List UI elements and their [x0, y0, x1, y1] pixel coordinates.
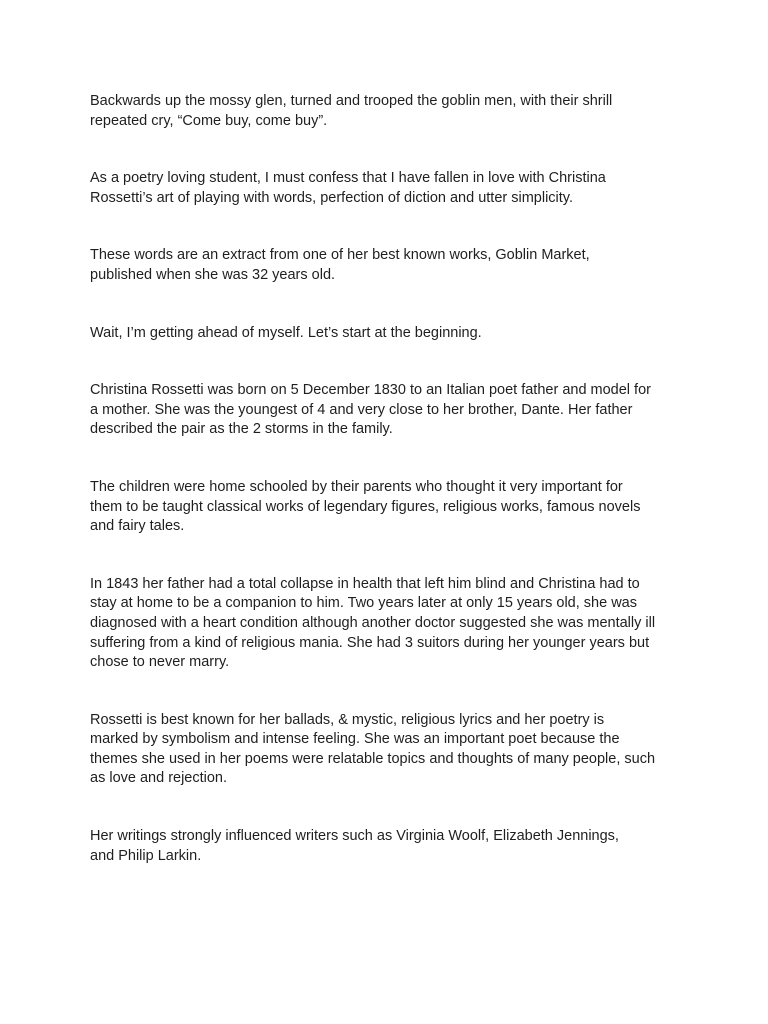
text-line: In 1843 her father had a total collapse in health that left him blind and Christina had to [90, 575, 640, 592]
text-line: as love and rejection. [90, 770, 228, 787]
paragraph-9 [90, 827, 690, 866]
paragraph-2 [90, 169, 690, 208]
paragraph-8 [90, 711, 690, 789]
text-line: and fairy tales. [90, 518, 185, 535]
text-line: marked by symbolism and intense feeling. She was an important poet because the [90, 731, 620, 748]
text-line: them to be taught classical works of legendary figures, religious works, famous novels [90, 498, 641, 515]
text-line: Wait, I’m getting ahead of myself. Let’s start at the beginning. [90, 324, 482, 341]
text-line: described the pair as the 2 storms in the family. [90, 421, 393, 438]
paragraph-5 [90, 381, 690, 440]
text-line: Her writings strongly influenced writers such as Virginia Woolf, Elizabeth Jennings, [90, 828, 619, 845]
document-body [90, 92, 690, 904]
text-line: These words are an extract from one of her best known works, Goblin Market, [90, 247, 590, 264]
paragraph-7 [90, 575, 690, 673]
text-line: themes she used in her poems were relatable topics and thoughts of many people, such [90, 750, 656, 767]
text-line: Rossetti’s art of playing with words, perfection of diction and utter simplicity. [90, 189, 574, 206]
text-line: chose to never marry. [90, 654, 230, 671]
text-line: stay at home to be a companion to him. Two years later at only 15 years old, she was [90, 595, 637, 612]
text-line: repeated cry, “Come buy, come buy”. [90, 112, 328, 129]
paragraph-6 [90, 478, 690, 537]
text-line: Christina Rossetti was born on 5 December 1830 to an Italian poet father and model for [90, 382, 651, 399]
text-line: As a poetry loving student, I must confess that I have fallen in love with Christina [90, 170, 606, 187]
text-line: Backwards up the mossy glen, turned and trooped the goblin men, with their shrill [90, 93, 613, 109]
text-line: diagnosed with a heart condition although another doctor suggested she was mentally ill [90, 614, 656, 631]
text-line: published when she was 32 years old. [90, 266, 336, 283]
text-line: and Philip Larkin. [90, 847, 202, 864]
text-line: The children were home schooled by their parents who thought it very important for [90, 478, 623, 495]
text-line: suffering from a kind of religious mania. She had 3 suitors during her younger years but [90, 634, 650, 651]
text-line: Rossetti is best known for her ballads, & mystic, religious lyrics and her poetry is [90, 711, 605, 728]
text-line: a mother. She was the youngest of 4 and very close to her brother, Dante. Her father [90, 401, 633, 418]
paragraph-3 [90, 246, 690, 285]
paragraph-4 [90, 324, 690, 344]
paragraph-1 [90, 92, 690, 131]
